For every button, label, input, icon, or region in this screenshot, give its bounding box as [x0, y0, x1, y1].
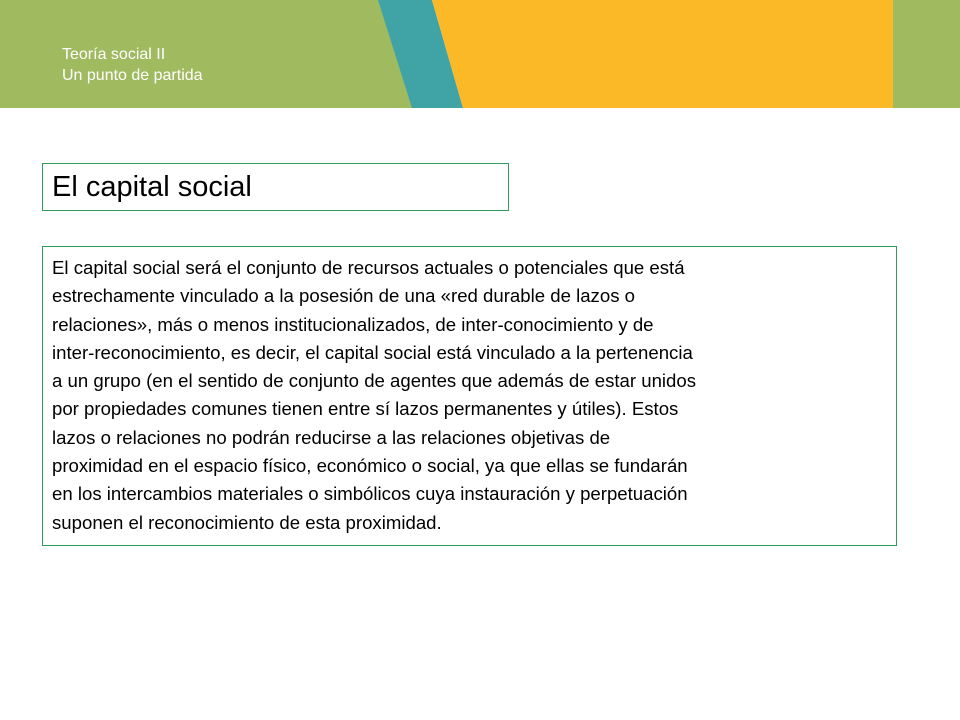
body-line: suponen el reconocimiento de esta proximidad. [52, 511, 442, 533]
body-line: estrechamente vinculado a la posesión de una «red durable de lazos o [52, 285, 635, 307]
course-title: Teoría social II [62, 46, 166, 63]
header-green-band-right [893, 0, 960, 108]
slide-body-text [52, 254, 894, 537]
body-line: a un grupo (en el sentido de conjunto de agentes que además de estar unidos [52, 370, 697, 392]
course-subtitle: Un punto de partida [62, 67, 203, 84]
body-line: en los intercambios materiales o simbólicos cuya instauración y perpetuación [52, 483, 688, 505]
body-line: lazos o relaciones no podrán reducirse a las relaciones objetivas de [52, 426, 611, 448]
body-line: por propiedades comunes tienen entre sí lazos permanentes y útiles). Estos [52, 398, 679, 420]
body-line: El capital social será el conjunto de recursos actuales o potenciales que está [52, 257, 685, 278]
slide-body-box [42, 246, 897, 546]
body-line: relaciones», más o menos institucionalizados, de inter-conocimiento y de [52, 313, 654, 335]
body-line: proximidad en el espacio físico, económico o social, ya que ellas se fundarán [52, 455, 688, 477]
header-yellow-band [432, 0, 893, 108]
slide-title: El capital social [52, 171, 252, 203]
slide-title-box [42, 163, 509, 211]
header-text [62, 44, 203, 86]
body-line: inter-reconocimiento, es decir, el capital social está vinculado a la pertenencia [52, 341, 693, 363]
